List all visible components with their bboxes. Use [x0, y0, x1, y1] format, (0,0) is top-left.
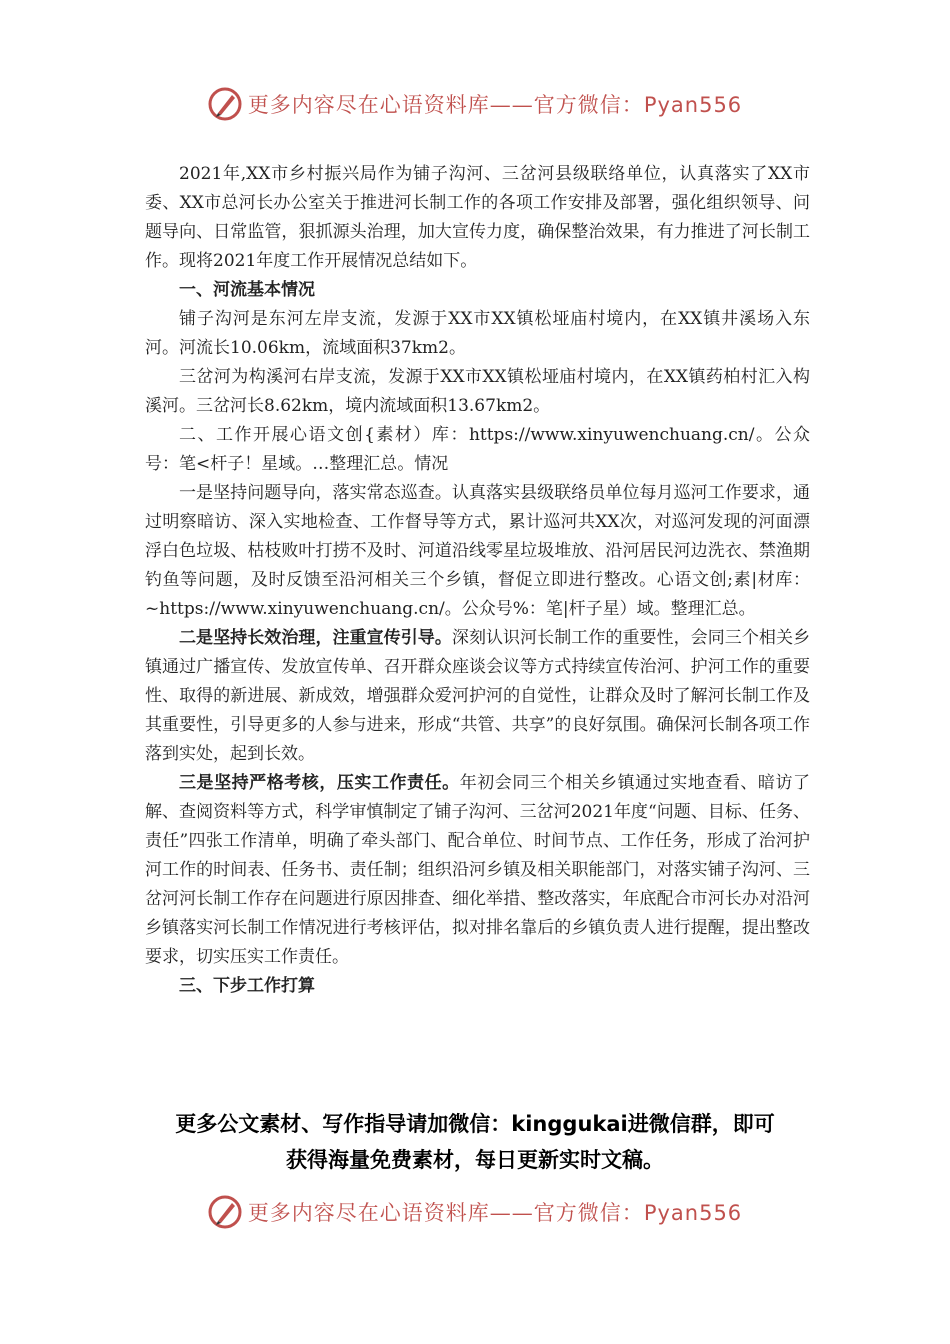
banner-contact: Pyan556 — [643, 93, 743, 117]
lead-strict-assessment: 三是坚持严格考核，压实工作责任。 — [179, 773, 460, 793]
heading-next-steps: 三、下步工作打算 — [179, 976, 315, 996]
promo-line-2: 获得海量免费素材，每日更新实时文稿。 — [286, 1148, 664, 1172]
document-body — [145, 160, 810, 1001]
paragraph-problem-oriented: 一是坚持问题导向，落实常态巡查。认真落实县级联络员单位每月巡河工作要求，通过明察暗访、深入实地检查、工作督导等方式，累计巡河共XX次，对巡河发现的河面漂浮白色垃圾、枯枝败叶打捞不及时、河道沿线零星垃圾堆放、沿河居民河边洗衣、禁渔期钓鱼等问题，及时反馈至沿河相关三个乡镇，督促立即进行整改。心语文创;素|材库：~https://www.xinyuwenchuang.cn/。公众号%：笔|杆子星）域。整理汇总。 — [145, 483, 810, 619]
heading-river-basics: 一、河流基本情况 — [179, 280, 315, 300]
paragraph-long-term-governance: 二是坚持长效治理，注重宣传引导。深刻认识河长制工作的重要性，会同三个相关乡镇通过广播宣传、发放宣传单、召开群众座谈会议等方式持续宣传治河、护河工作的重要性、取得的新进展、新成效，增强群众爱河护河的自觉性，让群众及时了解河长制工作及其重要性，引导更多的人参与进来，形成“共管、共享”的良好氛围。确保河长制各项工作落到实处，起到长效。 — [145, 628, 811, 764]
paragraph-sancha-river: 三岔河为构溪河右岸支流，发源于XX市XX镇松垭庙村境内，在XX镇药柏村汇入构溪河。三岔河长8.62km，境内流域面积13.67km2。 — [145, 367, 810, 416]
pen-logo-icon — [208, 1195, 242, 1229]
paragraph-intro: 2021年,XX市乡村振兴局作为铺子沟河、三岔河县级联络单位，认真落实了XX市委、XX市总河长办公室关于推进河长制工作的各项工作安排及部署，强化组织领导、问题导向、日常监管，狠抓源头治理，加大宣传力度，确保整治效果，有力推进了河长制工作。现将2021年度工作开展情况总结如下。 — [145, 164, 810, 271]
lead-long-term: 二是坚持长效治理，注重宣传引导。 — [179, 628, 452, 648]
promo-block — [0, 1106, 950, 1178]
pen-logo-icon — [208, 87, 242, 121]
promo-line-1: 更多公文素材、写作指导请加微信：kinggukai进微信群，即可 — [175, 1112, 775, 1136]
heading-work-progress: 二、工作开展心语文创{素材）库：https://www.xinyuwenchuang.cn/。公众号：笔<杆子！星域。…整理汇总。情况 — [145, 425, 810, 474]
footer-banner — [0, 1192, 950, 1232]
banner-contact: Pyan556 — [643, 1201, 743, 1225]
banner-text: 更多内容尽在心语资料库——官方微信：Pyan556 — [247, 93, 743, 117]
paragraph-strict-assessment: 三是坚持严格考核，压实工作责任。年初会同三个相关乡镇通过实地查看、暗访了解、查阅资料等方式，科学审慎制定了铺子沟河、三岔河2021年度“问题、目标、任务、责任”四张工作清单，明确了牵头部门、配合单位、时间节点、工作任务，形成了治河护河工作的时间表、任务书、责任制；组织沿河乡镇及相关职能部门，对落实铺子沟河、三岔河河长制工作存在问题进行原因排查、细化举措、整改落实，年底配合市河长办对沿河乡镇落实河长制工作情况进行考核评估，拟对排名靠后的乡镇负责人进行提醒，提出整改要求，切实压实工作责任。 — [145, 773, 811, 967]
header-banner — [0, 84, 950, 124]
paragraph-puzigou-river: 铺子沟河是东河左岸支流，发源于XX市XX镇松垭庙村境内，在XX镇井溪场入东河。河流长10.06km，流域面积37km2。 — [145, 309, 810, 358]
banner-text: 更多内容尽在心语资料库——官方微信：Pyan556 — [247, 1201, 743, 1225]
